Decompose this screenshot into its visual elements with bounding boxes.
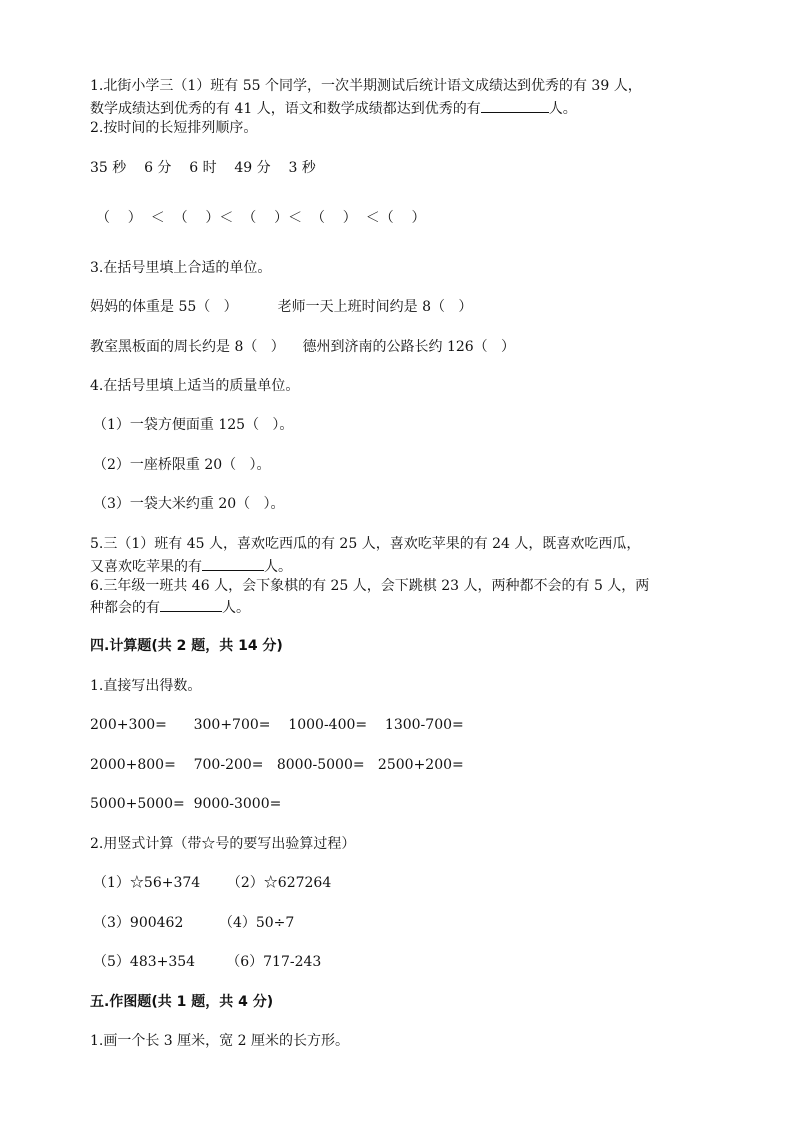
q3-line2: 教室黑板面的周长约是 8（ ） 德州到济南的公路长约 126（ ） (90, 339, 516, 355)
vertical-calc-row: （3）900462 （4）50÷7 (93, 915, 295, 931)
q1-line2 (90, 98, 577, 119)
s5-q1: 1.画一个长 3 厘米，宽 2 厘米的长方形。 (90, 1033, 349, 1049)
section4-heading: 四.计算题(共 2 题，共 14 分) (90, 638, 283, 654)
section5-heading: 五.作图题(共 1 题，共 4 分) (90, 994, 274, 1010)
answer-blank[interactable] (160, 597, 222, 612)
q3-line1: 妈妈的体重是 55（ ） 老师一天上班时间约是 8（ ） (90, 299, 473, 315)
q1-line2-post: 人。 (548, 101, 577, 117)
answer-blank[interactable] (202, 556, 264, 571)
q1-line1: 1.北街小学三（1）班有 55 个同学，一次半期测试后统计语文成绩达到优秀的有 39 人， (90, 78, 642, 94)
q6-line2-post: 人。 (222, 600, 250, 616)
q2-title: 2.按时间的长短排列顺序。 (90, 120, 258, 136)
q5-line2 (90, 556, 292, 577)
q1-line2-pre: 数学成绩达到优秀的有 41 人，语文和数学成绩都达到优秀的有 (90, 101, 481, 117)
q4-item: （2）一座桥限重 20（ ）。 (93, 457, 271, 473)
q6-line1: 6.三年级一班共 46 人，会下象棋的有 25 人，会下跳棋 23 人，两种都不会的有 5 人，两 (90, 578, 650, 594)
q2-items: 35 秒 6 分 6 时 49 分 3 秒 (90, 160, 316, 176)
q5-line2-post: 人。 (264, 559, 292, 575)
answer-blank[interactable] (481, 98, 549, 113)
q5-line1: 5.三（1）班有 45 人，喜欢吃西瓜的有 25 人，喜欢吃苹果的有 24 人，既喜欢吃西瓜， (90, 536, 641, 552)
vertical-calc-row: （1）☆56+374 （2）☆627264 (93, 875, 332, 891)
s4-q1-title: 1.直接写出得数。 (90, 678, 202, 694)
q4-item: （1）一袋方便面重 125（ ）。 (93, 417, 294, 433)
calc-row: 200+300= 300+700= 1000-400= 1300-700= (90, 717, 464, 733)
q3-title: 3.在括号里填上合适的单位。 (90, 260, 272, 276)
q5-line2-pre: 又喜欢吃苹果的有 (90, 559, 202, 575)
q4-title: 4.在括号里填上适当的质量单位。 (90, 378, 300, 394)
q2-order-blanks: （ ） ＜ （ ）＜ （ ）＜ （ ） ＜（ ） (96, 210, 426, 226)
calc-row: 2000+800= 700-200= 8000-5000= 2500+200= (90, 757, 464, 773)
q4-item: （3）一袋大米约重 20（ ）。 (93, 496, 285, 512)
s4-q2-title: 2.用竖式计算（带☆号的要写出验算过程） (90, 836, 356, 852)
q6-line2 (90, 597, 250, 618)
q6-line2-pre: 种都会的有 (90, 600, 160, 616)
vertical-calc-row: （5）483+354 （6）717-243 (93, 954, 322, 970)
calc-row: 5000+5000= 9000-3000= (90, 796, 282, 812)
